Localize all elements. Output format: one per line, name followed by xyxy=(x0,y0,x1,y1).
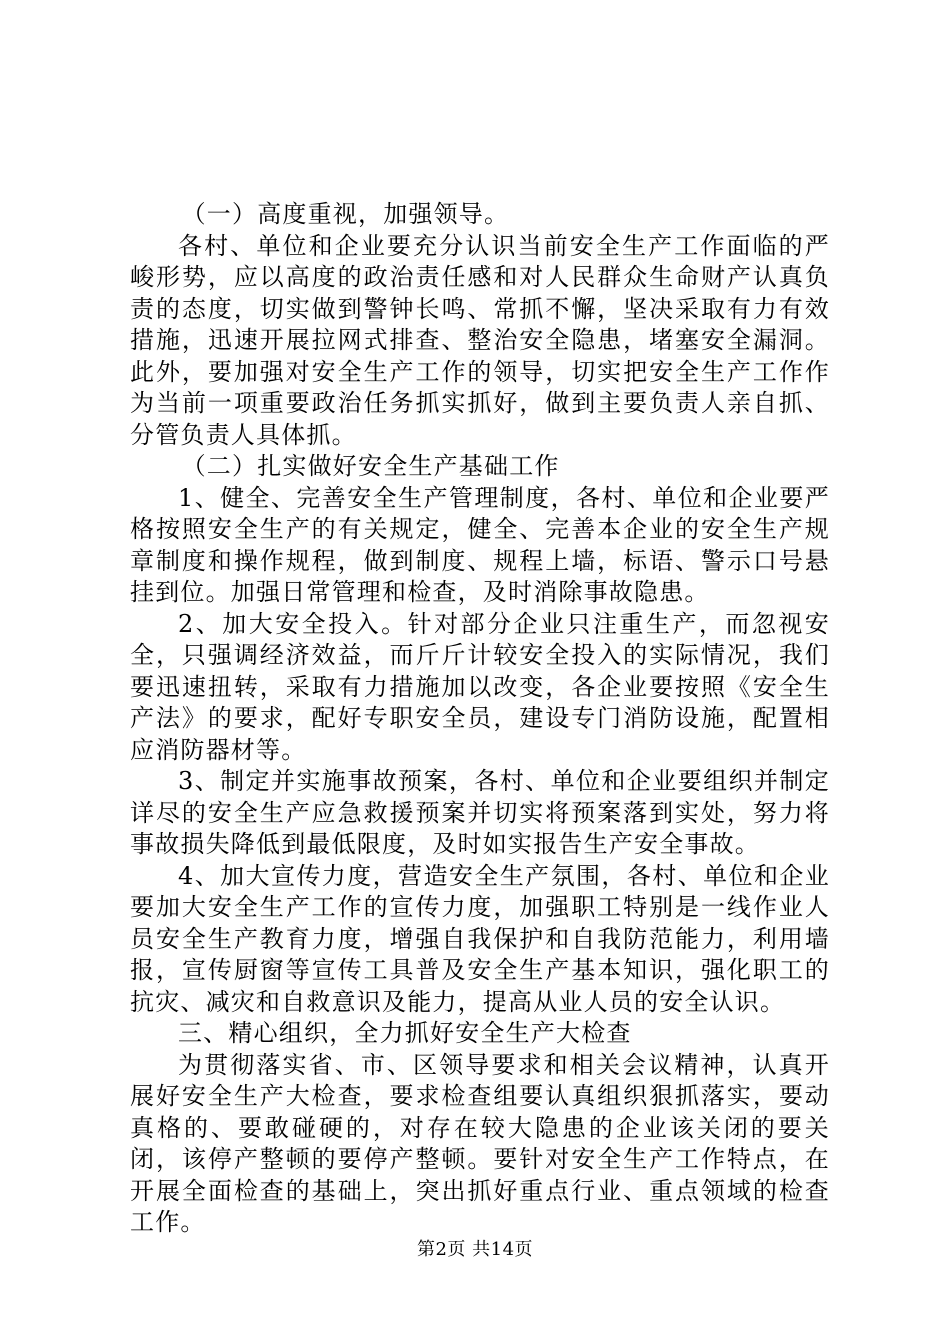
page-number-footer: 第2页 共14页 xyxy=(416,1239,534,1260)
section-heading-3: 三、精心组织，全力抓好安全生产大检查 xyxy=(178,1019,632,1047)
document-body xyxy=(130,199,830,1239)
paragraph-item-1: 1、健全、完善安全生产管理制度，各村、单位和企业要严格按照安全生产的有关规定，健全、完善本企业的安全生产规章制度和操作规程，做到制度、规程上墙，标语、警示口号悬挂到位。加强日常管理和检查，及时消除事故隐患。 xyxy=(130,483,830,606)
paragraph-item-3: 3、制定并实施事故预案，各村、单位和企业要组织并制定详尽的安全生产应急救援预案并切实将预案落到实处，努力将事故损失降低到最低限度，及时如实报告生产安全事故。 xyxy=(130,767,830,858)
section-heading-1: （一）高度重视，加强领导。 xyxy=(181,200,510,228)
paragraph-leadership: 各村、单位和企业要充分认识当前安全生产工作面临的严峻形势，应以高度的政治责任感和对人民群众生命财产认真负责的态度，切实做到警钟长鸣、常抓不懈，坚决采取有力有效措施，迅速开展拉网式排查、整治安全隐患，堵塞安全漏洞。此外，要加强对安全生产工作的领导，切实把安全生产工作作为当前一项重要政治任务抓实抓好，做到主要负责人亲自抓、分管负责人具体抓。 xyxy=(130,231,830,449)
paragraph-item-4: 4、加大宣传力度，营造安全生产氛围，各村、单位和企业要加大安全生产工作的宣传力度，加强职工特别是一线作业人员安全生产教育力度，增强自我保护和自我防范能力，利用墙报，宣传厨窗等宣传工具普及安全生产基本知识，强化职工的抗灾、减灾和自救意识及能力，提高从业人员的安全认识。 xyxy=(130,861,830,1016)
paragraph-inspection: 为贯彻落实省、市、区领导要求和相关会议精神，认真开展好安全生产大检查，要求检查组要认真组织狠抓落实，要动真格的、要敢碰硬的，对存在较大隐患的企业该关闭的要关闭，该停产整顿的要停产整顿。要针对安全生产工作特点，在开展全面检查的基础上，突出抓好重点行业、重点领域的检查工作。 xyxy=(130,1050,830,1236)
section-heading-2: （二）扎实做好安全生产基础工作 xyxy=(181,452,560,480)
paragraph-item-2: 2、加大安全投入。针对部分企业只注重生产，而忽视安全，只强调经济效益，而斤斤计较安全投入的实际情况，我们要迅速扭转，采取有力措施加以改变，各企业要按照《安全生产法》的要求，配好专职安全员，建设专门消防设施，配置相应消防器材等。 xyxy=(130,609,830,764)
